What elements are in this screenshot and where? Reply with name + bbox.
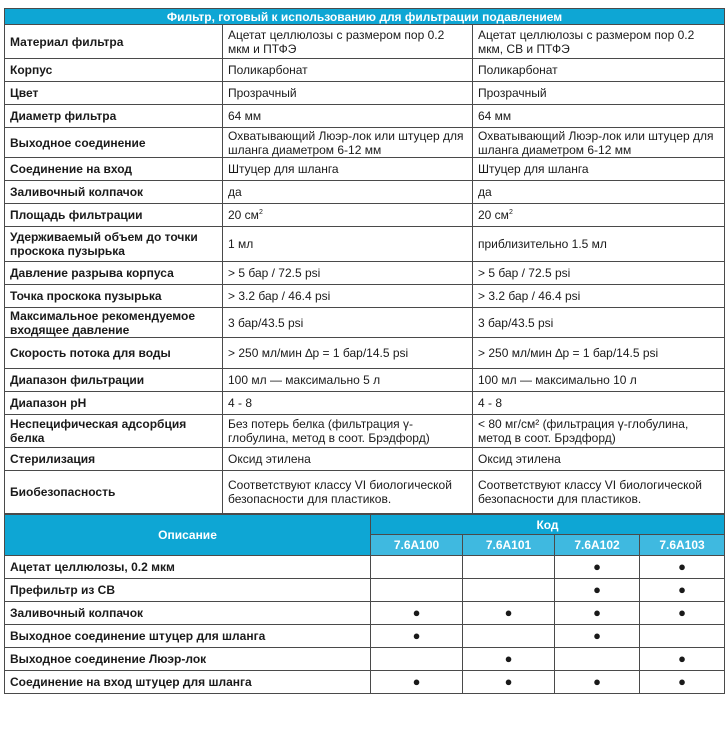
spec-value-col1 [223,158,473,181]
spec-value-text: Оксид этилена [478,452,561,466]
spec-value-col1 [223,25,473,59]
spec-value-text: Штуцер для шланга [478,162,589,176]
spec-value-text: приблизительно 1.5 мл [478,237,607,251]
spec-value-text: Без потерь белка (фильтрация γ-глобулина, метод в соот. Брэдфорд) [228,417,430,445]
spec-value-text: Оксид этилена [228,452,311,466]
spec-value-text: Штуцер для шланга [228,162,339,176]
spec-label: Максимальное рекомендуемое входящее давление [5,308,223,338]
bullet-icon: ● [371,602,463,625]
spec-label: Давление разрыва корпуса [5,262,223,285]
bullet-icon: ● [640,648,725,671]
spec-row [5,369,725,392]
spec-value-text: 4 - 8 [228,396,253,410]
code-column-header: 7.6A102 [555,535,640,556]
spec-value-text: Соответствуют классу VI биологической безопасности для пластиков. [478,478,702,506]
spec-value-text: < 80 мг/см² (фильтрация γ-глобулина, метод в соот. Брэдфорд) [478,417,689,445]
code-column-header: 7.6A103 [640,535,725,556]
bullet-icon: ● [463,602,555,625]
spec-table [4,8,725,514]
spec-value-text: Ацетат целлюлозы с размером пор 0.2 мкм и ПТФЭ [228,27,445,56]
spec-value-col1 [223,262,473,285]
spec-value-col2 [473,285,725,308]
spec-value-col1 [223,415,473,448]
superscript: 2 [508,209,513,216]
spec-row [5,338,725,369]
spec-row [5,448,725,471]
spec-value-text: 64 мм [478,109,512,123]
empty-cell [640,625,725,648]
spec-value-col2 [473,448,725,471]
spec-label: Удерживаемый объем до точки проскока пузырька [5,227,223,262]
empty-cell [463,625,555,648]
spec-value-col2 [473,262,725,285]
spec-value-col1 [223,181,473,204]
spec-value-text: > 5 бар / 72.5 psi [478,266,571,280]
spec-value-col1 [223,448,473,471]
spec-label: Скорость потока для воды [5,338,223,369]
spec-value-text: 1 мл [228,237,254,251]
code-row [5,625,725,648]
spec-label: Диапазон фильтрации [5,369,223,392]
bullet-icon: ● [640,579,725,602]
spec-value-text: > 250 мл/мин ∆p = 1 бар/14.5 psi [478,346,659,360]
spec-value-text: да [478,185,492,199]
spec-row [5,262,725,285]
spec-value-col1 [223,338,473,369]
spec-value-text: > 3.2 бар / 46.4 psi [478,289,581,303]
spec-value-col2 [473,181,725,204]
spec-value-text: 100 мл — максимально 10 л [478,373,637,387]
spec-value-col2 [473,338,725,369]
spec-value-col1 [223,59,473,82]
bullet-icon: ● [463,671,555,694]
spec-value-text: Охватывающий Люэр-лок или штуцер для шланга диаметром 6-12 мм [228,128,464,157]
code-row-label: Выходное соединение штуцер для шланга [5,625,371,648]
spec-label: Соединение на вход [5,158,223,181]
code-row [5,602,725,625]
bullet-icon: ● [555,556,640,579]
bullet-icon: ● [371,671,463,694]
superscript: 2 [258,209,263,216]
code-row [5,648,725,671]
spec-value-col2 [473,308,725,338]
spec-value-col1 [223,128,473,158]
description-header: Описание [5,515,371,556]
spec-row [5,392,725,415]
spec-value-col1 [223,392,473,415]
spec-label: Цвет [5,82,223,105]
spec-value-col2 [473,128,725,158]
spec-label: Выходное соединение [5,128,223,158]
spec-value-col2 [473,82,725,105]
spec-value-col1 [223,204,473,227]
code-header: Код [371,515,725,535]
spec-value-text: Поликарбонат [478,63,558,77]
spec-value-text: 20 см [478,208,509,222]
spec-value-text: Ацетат целлюлозы с размером пор 0.2 мкм, СВ и ПТФЭ [478,27,695,56]
empty-cell [371,556,463,579]
spec-value-col1 [223,369,473,392]
spec-label: Площадь фильтрации [5,204,223,227]
code-table [4,514,725,694]
spec-row [5,82,725,105]
spec-row [5,128,725,158]
spec-value-col2 [473,471,725,514]
bullet-icon: ● [555,579,640,602]
bullet-icon: ● [371,625,463,648]
code-column-header: 7.6A100 [371,535,463,556]
spec-value-text: 64 мм [228,109,262,123]
empty-cell [555,648,640,671]
spec-value-text: Поликарбонат [228,63,308,77]
code-row-label: Префильтр из СВ [5,579,371,602]
spec-row [5,308,725,338]
spec-value-text: Охватывающий Люэр-лок или штуцер для шланга диаметром 6-12 мм [478,128,714,157]
bullet-icon: ● [555,625,640,648]
spec-row [5,415,725,448]
code-row-label: Заливочный колпачок [5,602,371,625]
spec-label: Диаметр фильтра [5,105,223,128]
spec-value-text: Прозрачный [478,86,547,100]
spec-value-col2 [473,158,725,181]
spec-row [5,181,725,204]
spec-label: Заливочный колпачок [5,181,223,204]
spec-row [5,227,725,262]
spec-row [5,285,725,308]
code-row-label: Соединение на вход штуцер для шланга [5,671,371,694]
spec-value-col1 [223,82,473,105]
spec-label: Стерилизация [5,448,223,471]
spec-label: Биобезопасность [5,471,223,514]
bullet-icon: ● [640,671,725,694]
code-row [5,579,725,602]
spec-value-col2 [473,369,725,392]
bullet-icon: ● [640,602,725,625]
code-column-header: 7.6A101 [463,535,555,556]
spec-value-col2 [473,415,725,448]
spec-value-col1 [223,227,473,262]
spec-label: Корпус [5,59,223,82]
spec-value-col2 [473,227,725,262]
spec-row [5,25,725,59]
spec-label: Диапазон pH [5,392,223,415]
empty-cell [463,579,555,602]
spec-value-text: Прозрачный [228,86,297,100]
spec-value-col2 [473,25,725,59]
spec-value-col2 [473,59,725,82]
spec-value-text: > 3.2 бар / 46.4 psi [228,289,331,303]
spec-value-col1 [223,471,473,514]
spec-value-col1 [223,285,473,308]
spec-value-col2 [473,105,725,128]
bullet-icon: ● [640,556,725,579]
spec-row [5,105,725,128]
spec-label: Материал фильтра [5,25,223,59]
spec-label: Неспецифическая адсорбция белка [5,415,223,448]
code-row-label: Выходное соединение Люэр-лок [5,648,371,671]
code-row-label: Ацетат целлюлозы, 0.2 мкм [5,556,371,579]
bullet-icon: ● [555,602,640,625]
spec-value-text: 20 см [228,208,259,222]
empty-cell [371,579,463,602]
spec-row [5,471,725,514]
empty-cell [463,556,555,579]
spec-row [5,158,725,181]
spec-value-text: 3 бар/43.5 psi [228,315,304,330]
spec-row [5,59,725,82]
spec-value-text: 3 бар/43.5 psi [478,315,554,330]
spec-value-col2 [473,204,725,227]
spec-table-title: Фильтр, готовый к использованию для фильтрации подавлением [5,9,725,25]
spec-value-text: 100 мл — максимально 5 л [228,373,381,387]
spec-value-text: 4 - 8 [478,396,503,410]
spec-value-col1 [223,308,473,338]
spec-label: Точка проскока пузырька [5,285,223,308]
spec-row [5,204,725,227]
spec-value-text: да [228,185,242,199]
bullet-icon: ● [463,648,555,671]
code-row [5,671,725,694]
code-row [5,556,725,579]
spec-value-col2 [473,392,725,415]
page [0,8,728,750]
spec-value-text: > 250 мл/мин ∆p = 1 бар/14.5 psi [228,346,409,360]
spec-value-text: > 5 бар / 72.5 psi [228,266,321,280]
spec-value-col1 [223,105,473,128]
bullet-icon: ● [555,671,640,694]
spec-value-text: Соответствуют классу VI биологической безопасности для пластиков. [228,478,452,506]
empty-cell [371,648,463,671]
